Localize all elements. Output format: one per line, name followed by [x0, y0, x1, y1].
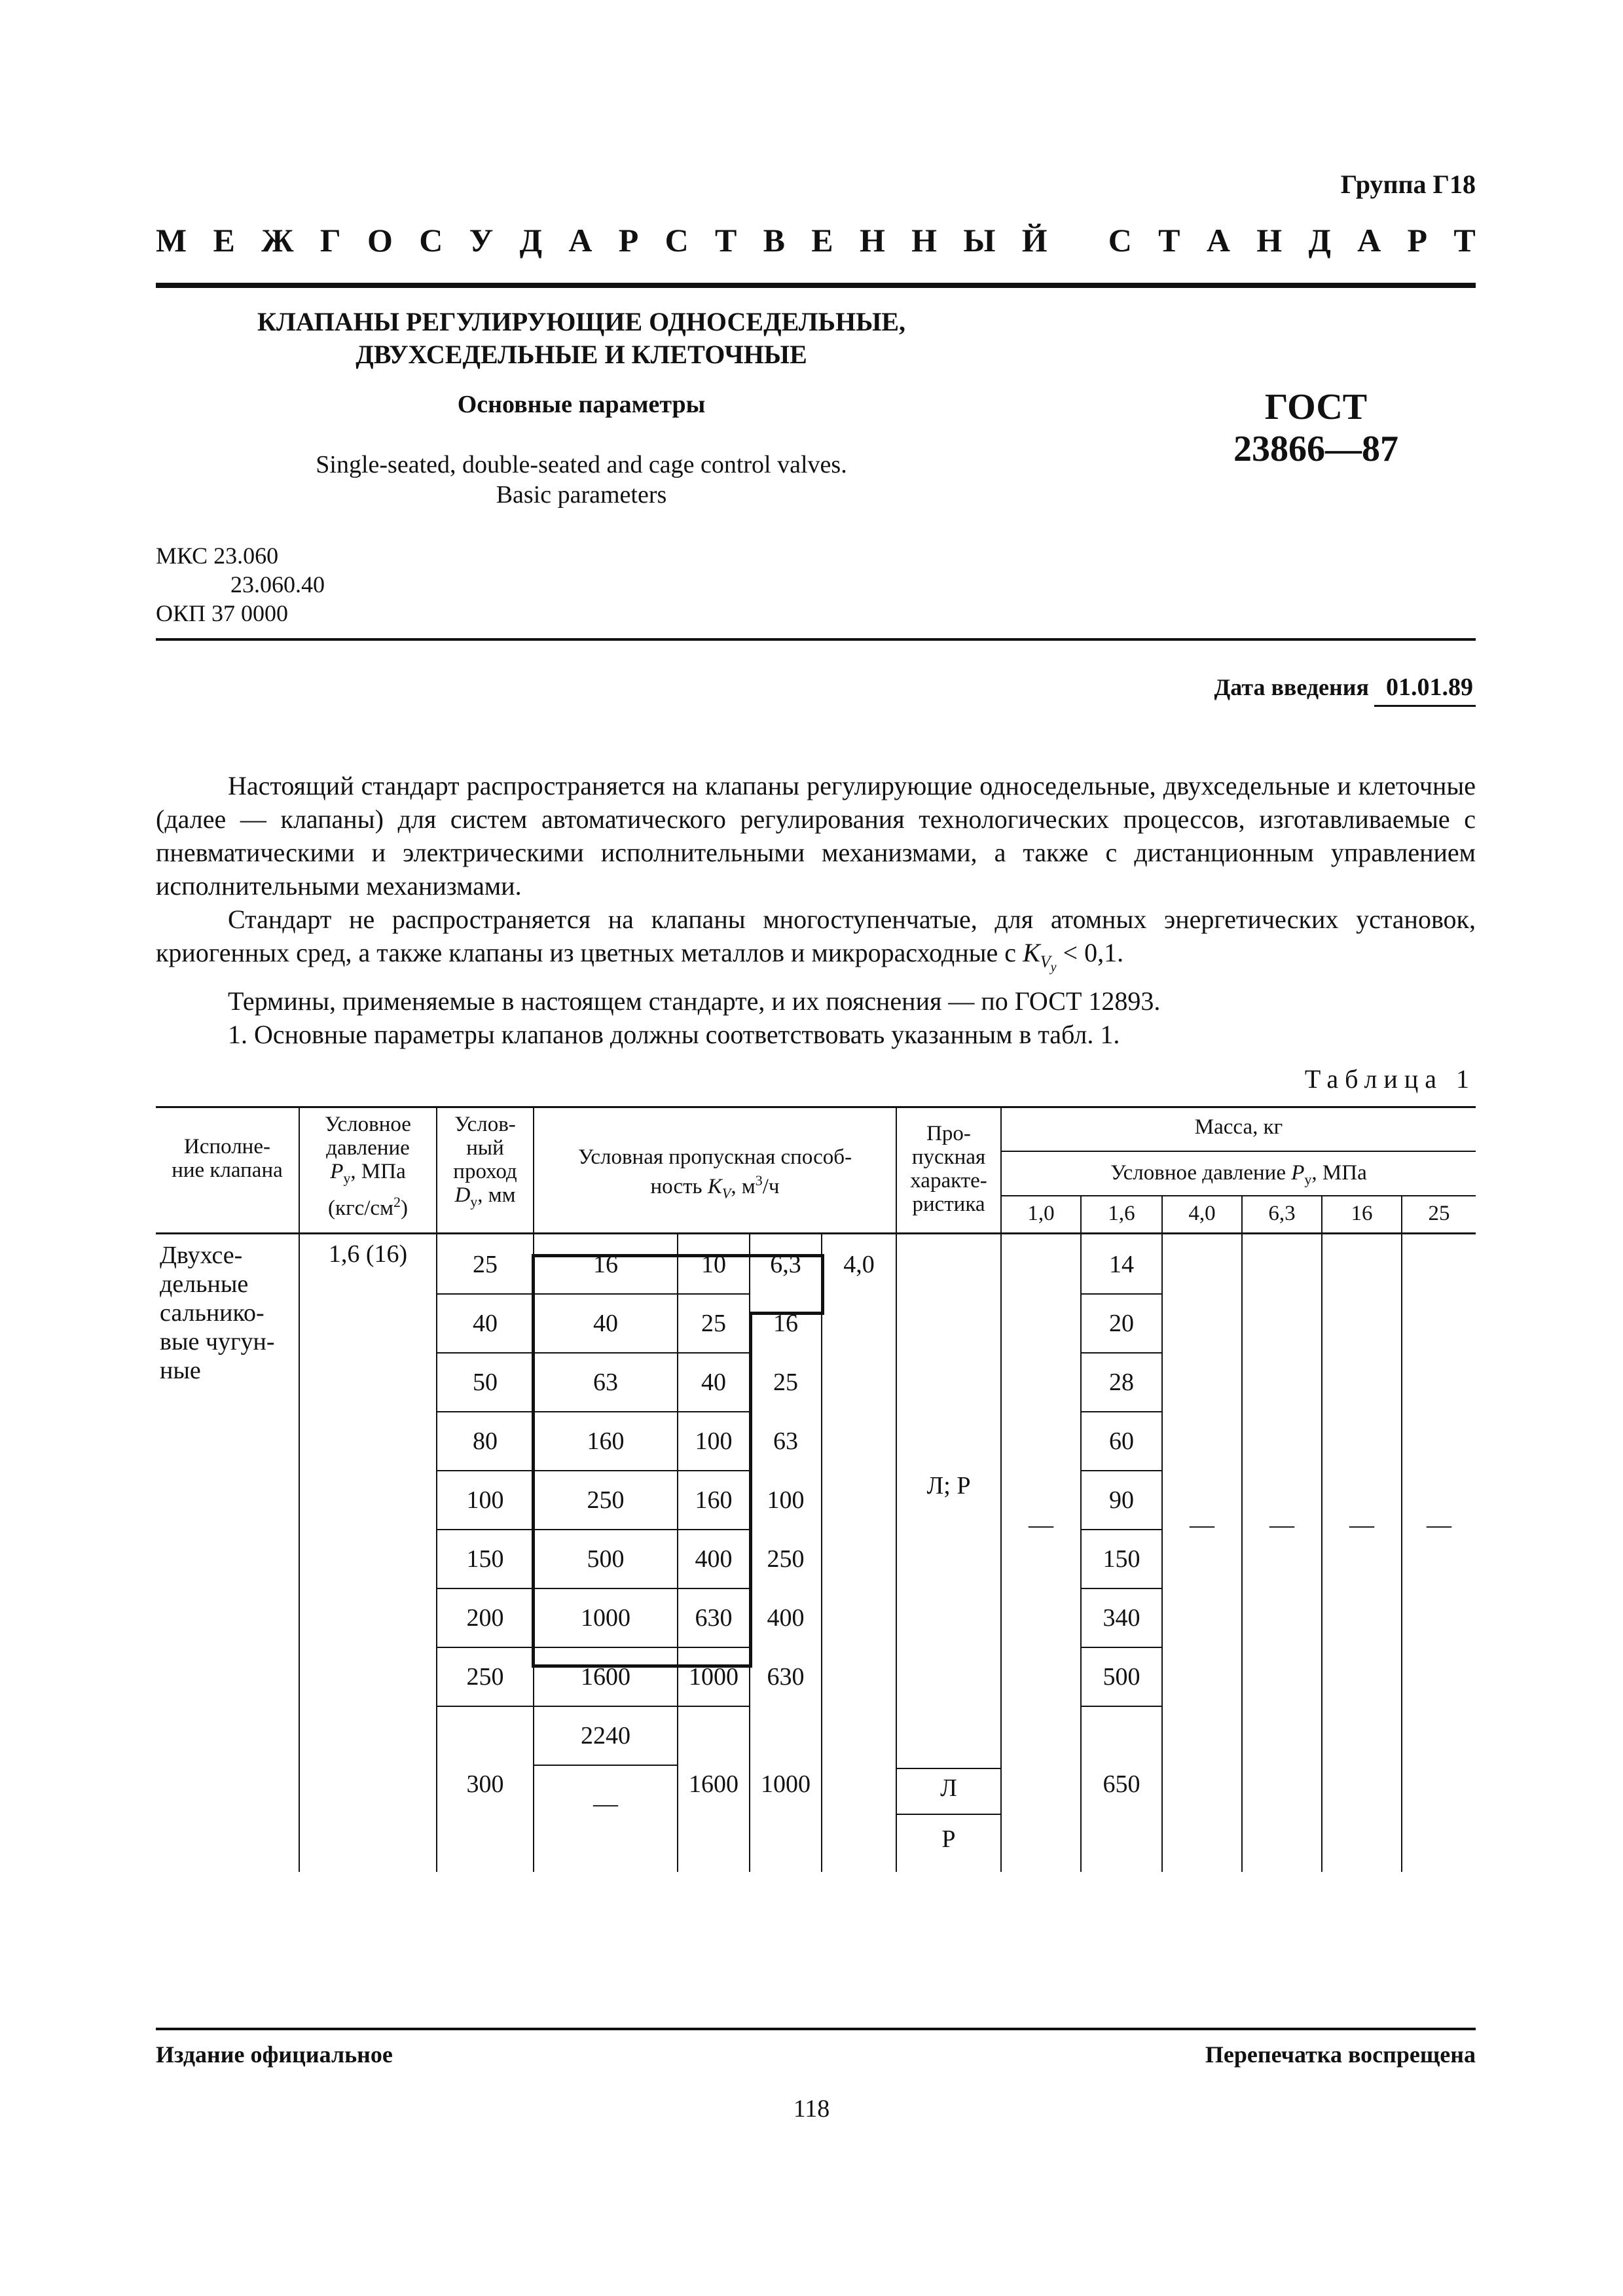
row-rule	[437, 1529, 750, 1530]
kv-cell: 1600	[581, 1663, 630, 1691]
standard-type-letter: А	[568, 222, 593, 259]
header-kv-text: ность	[650, 1175, 708, 1198]
col-line-6	[1080, 1195, 1082, 1872]
header-execution-line-1: Исполне-	[184, 1135, 270, 1158]
kv-cell: 16	[773, 1310, 798, 1337]
pressure-unit: , МПа	[350, 1160, 406, 1183]
standard-type-letter: Н	[1256, 222, 1283, 259]
paragraph-scope: Настоящий стандарт распространяется на клапаны регулирующие односедельные, двухседельные и клеточные (далее — клапаны) для систем автоматического регулирования технологических процессов, изготавливаемые с пневматическими и электрическими исполнительными механизмами, а также с дистанционным управлением исполнительными механизмами.	[156, 771, 1476, 901]
characteristic-mid-rule	[897, 1814, 1000, 1815]
mass-header-rule-1	[1000, 1151, 1476, 1152]
mass-cell: 28	[1109, 1369, 1134, 1396]
kv-cell: 400	[767, 1604, 805, 1632]
execution-line: дельные	[160, 1270, 249, 1298]
okp-code: ОКП 37 0000	[156, 600, 289, 626]
standard-type-letter	[1074, 221, 1082, 259]
dn-cell: 25	[473, 1251, 498, 1278]
row-rule	[437, 1293, 750, 1295]
kv-cell: 25	[773, 1369, 798, 1396]
execution-line: Двухсе-	[160, 1242, 243, 1269]
header-mass-pressure-unit: , МПа	[1311, 1161, 1367, 1185]
header-kv-unit: , м	[731, 1175, 756, 1198]
standard-type-letter: Н	[859, 222, 885, 259]
footer-rule	[156, 2028, 1476, 2030]
header-pressure-line-4	[300, 1191, 436, 1220]
mass-cell: 90	[1109, 1486, 1134, 1514]
mass-row-rule	[1082, 1470, 1161, 1471]
pressure-alt-unit: (кгс/см	[328, 1196, 393, 1220]
introduction-date-value: 01.01.89	[1374, 673, 1476, 707]
standard-type-letter: Е	[213, 222, 235, 259]
header-mass-pressure	[1002, 1161, 1476, 1192]
standard-type-title	[156, 221, 1476, 259]
page-number: 118	[793, 2095, 830, 2123]
header-mass-pressure-text: Условное давление	[1110, 1161, 1292, 1185]
kv-cell: 400	[695, 1545, 733, 1573]
kv-subscript-v: V	[1040, 952, 1051, 971]
characteristic-top-rule	[897, 1768, 1000, 1769]
mass-col-header: 6,3	[1268, 1202, 1296, 1225]
header-rule	[156, 283, 1476, 288]
dn-cell: 200	[466, 1604, 504, 1632]
header-mass-pressure-subscript: у	[1304, 1171, 1312, 1188]
mass-cell: 650	[1103, 1770, 1140, 1798]
dn-cell: 40	[473, 1310, 498, 1337]
dash-cell: —	[1269, 1511, 1294, 1539]
header-char-line-3: характе-	[910, 1169, 987, 1193]
subtitle-ru: Основные параметры	[457, 391, 706, 418]
mass-row-rule	[1082, 1293, 1161, 1295]
standard-type-letter: Т	[1158, 222, 1180, 259]
standard-type-letter: С	[419, 222, 443, 259]
kv-cell: 40	[593, 1310, 618, 1337]
mass-cell: 20	[1109, 1310, 1134, 1337]
kv-split-rule	[534, 1765, 677, 1766]
introduction-date	[1214, 673, 1476, 702]
mks-code-2: 23.060.40	[230, 571, 325, 598]
dn-cell: 80	[473, 1427, 498, 1455]
header-char-line-4: ристика	[912, 1193, 985, 1216]
mass-cell: 60	[1109, 1427, 1134, 1455]
dn-cell: 50	[473, 1369, 498, 1396]
paragraph-terms: Термины, применяемые в настоящем стандарте, и их пояснения — по ГОСТ 12893.	[228, 986, 1161, 1016]
header-dn-line-3: проход	[453, 1160, 517, 1183]
dn-symbol: D	[454, 1183, 471, 1207]
mass-cell: 14	[1109, 1251, 1134, 1278]
row-rule	[437, 1470, 750, 1471]
pressure-cell: 1,6 (16)	[328, 1240, 408, 1268]
standard-type-letter: Н	[911, 222, 938, 259]
standard-type-letter: С	[665, 222, 689, 259]
title-en-line-2: Basic parameters	[496, 481, 667, 509]
mass-cell: 150	[1103, 1545, 1140, 1573]
kv-cell: 63	[773, 1427, 798, 1455]
row-rule	[437, 1588, 750, 1589]
standard-type-letter: У	[469, 222, 494, 259]
header-kv-sup: 3	[755, 1172, 763, 1189]
kv-subscript-y: y	[1050, 960, 1057, 975]
execution-cell	[156, 1241, 302, 1385]
characteristic-lr: Л; Р	[926, 1472, 971, 1499]
standard-type-letter: С	[1108, 222, 1132, 259]
classification-rule	[156, 638, 1476, 641]
pressure-alt-sup: 2	[393, 1193, 401, 1210]
title-en-line-1: Single-seated, double-seated and cage control valves.	[316, 451, 847, 478]
kv-cell-lower: —	[593, 1790, 618, 1818]
header-pressure	[300, 1113, 436, 1220]
standard-type-letter: Р	[1407, 222, 1428, 259]
header-dn	[437, 1113, 533, 1214]
footer-reprint: Перепечатка воспрещена	[1205, 2041, 1476, 2068]
pressure-subscript: у	[343, 1170, 351, 1187]
kv-cell: 63	[593, 1369, 618, 1396]
pressure-alt-close: )	[400, 1196, 408, 1220]
standard-type-letter: М	[156, 222, 187, 259]
characteristic-l: Л	[940, 1774, 957, 1802]
header-pressure-line-3	[300, 1160, 436, 1191]
standard-type-letter: А	[1357, 222, 1381, 259]
dash-cell: —	[1349, 1511, 1374, 1539]
kv-cell: 25	[701, 1310, 726, 1337]
mass-row-rule	[1082, 1352, 1161, 1354]
mass-row-rule	[1082, 1529, 1161, 1530]
parameters-table	[156, 1106, 1476, 1872]
kv-cell: 40	[701, 1369, 726, 1396]
header-kv-subscript: V	[721, 1185, 731, 1202]
standard-type-letter: В	[763, 222, 785, 259]
header-dn-line-2: ный	[466, 1136, 504, 1160]
header-char-line-2: пускная	[911, 1145, 986, 1169]
kv-cell: 4,0	[843, 1251, 875, 1278]
table-caption: Таблица 1	[1304, 1064, 1476, 1094]
kv-col-line-3	[821, 1234, 822, 1872]
header-execution	[156, 1135, 299, 1182]
header-char-line-1: Про-	[926, 1122, 971, 1145]
dn-cell: 150	[466, 1545, 504, 1573]
execution-line: сальнико-	[160, 1299, 264, 1327]
row-rule	[437, 1352, 750, 1354]
row-rule	[437, 1706, 750, 1707]
dash-cell: —	[1427, 1511, 1451, 1539]
kv-cell: 630	[695, 1604, 733, 1632]
standard-type-letter: О	[367, 222, 393, 259]
group-label: Группа Г18	[1340, 170, 1476, 199]
kv-cell: 160	[695, 1486, 733, 1514]
mass-row-rule	[1082, 1411, 1161, 1412]
paragraph-exclusions-text: Стандарт не распространяется на клапаны многоступенчатые, для атомных энергетических установок, криогенных сред, а также клапаны из цветных металлов и микрорасходные с	[156, 905, 1476, 967]
header-kv-symbol: K	[707, 1175, 722, 1198]
title-ru-line-1: КЛАПАНЫ РЕГУЛИРУЮЩИЕ ОДНОСЕДЕЛЬНЫЕ,	[257, 307, 906, 336]
dn-cell: 300	[466, 1770, 504, 1798]
mass-cell: 340	[1103, 1604, 1140, 1632]
kv-cell: 250	[587, 1486, 625, 1514]
header-execution-line-2: ние клапана	[172, 1158, 283, 1182]
gost-code-line-2: 23866—87	[1233, 429, 1398, 470]
header-mass-pressure-symbol: P	[1291, 1161, 1305, 1185]
kv-cell: 100	[695, 1427, 733, 1455]
table-top-rule	[156, 1106, 1476, 1108]
standard-type-letter: Е	[811, 222, 833, 259]
kv-subscript	[1040, 952, 1057, 975]
execution-line: вые чугун-	[160, 1328, 275, 1355]
dn-cell: 100	[466, 1486, 504, 1514]
gost-code-line-1: ГОСТ	[1264, 387, 1368, 427]
header-characteristic	[897, 1122, 1000, 1216]
paragraph-item-1: 1. Основные параметры клапанов должны соответствовать указанным в табл. 1.	[228, 1020, 1120, 1050]
header-dn-line-4	[437, 1183, 533, 1214]
mass-col-header: 1,0	[1027, 1202, 1055, 1225]
kv-cell: 6,3	[770, 1251, 801, 1278]
kv-cell: 100	[767, 1486, 805, 1514]
header-kv-line-1: Условная пропускная способ-	[577, 1145, 852, 1169]
dash-cell: —	[1190, 1511, 1214, 1539]
dn-unit: , мм	[477, 1183, 516, 1207]
execution-line: ные	[160, 1357, 201, 1384]
characteristic-r: Р	[941, 1825, 956, 1853]
kv-cell: 160	[587, 1427, 625, 1455]
kv-cell: 500	[587, 1545, 625, 1573]
kv-cell: 1000	[581, 1604, 630, 1632]
dn-subscript: у	[470, 1193, 478, 1210]
dash-cell: —	[1029, 1511, 1053, 1539]
kv-cell: 250	[767, 1545, 805, 1573]
kv-cell: 1600	[689, 1770, 739, 1798]
mass-col-header: 25	[1428, 1202, 1450, 1225]
kv-cell: 630	[767, 1663, 805, 1691]
kv-cell: 16	[593, 1251, 618, 1278]
mass-col-header: 1,6	[1108, 1202, 1135, 1225]
mass-header-rule-2	[1000, 1195, 1476, 1196]
standard-type-letter: Д	[519, 222, 543, 259]
gost-code	[1192, 386, 1440, 471]
table-header-rule	[156, 1232, 1476, 1234]
header-kv-line-2	[534, 1169, 896, 1206]
mass-cell: 500	[1103, 1663, 1140, 1691]
kv-cell: 1000	[689, 1663, 739, 1691]
footer-edition: Издание официальное	[156, 2041, 393, 2068]
standard-type-letter: А	[1206, 222, 1230, 259]
mass-row-rule	[1082, 1647, 1161, 1648]
row-rule	[437, 1647, 750, 1648]
title-ru-line-2: ДВУХСЕДЕЛЬНЫЕ И КЛЕТОЧНЫЕ	[356, 340, 807, 369]
col-line-1	[299, 1106, 300, 1872]
header-pressure-line-1: Условное	[325, 1113, 411, 1136]
standard-type-letter: Й	[1021, 222, 1048, 259]
standard-type-letter: Т	[714, 222, 737, 259]
row-rule	[437, 1411, 750, 1412]
dn-cell: 250	[466, 1663, 504, 1691]
paragraph-exclusions	[156, 903, 1476, 984]
standard-type-letter: Т	[1453, 222, 1476, 259]
header-dn-line-1: Услов-	[454, 1113, 516, 1136]
mass-row-rule	[1082, 1706, 1161, 1707]
kv-cell: 1000	[761, 1770, 811, 1798]
kv-cell: 10	[701, 1251, 726, 1278]
header-kv-unit-tail: /ч	[762, 1175, 780, 1198]
standard-type-letter: Р	[618, 222, 639, 259]
kv-condition: < 0,1.	[1056, 938, 1124, 967]
kv-cell: 2240	[581, 1722, 630, 1749]
kv-symbol: K	[1023, 938, 1040, 967]
mks-code-1: МКС 23.060	[156, 543, 279, 569]
introduction-date-label: Дата введения	[1214, 674, 1369, 700]
pressure-symbol: P	[330, 1160, 344, 1183]
mass-row-rule	[1082, 1588, 1161, 1589]
body-text	[156, 769, 1476, 1051]
mass-col-header: 16	[1351, 1202, 1373, 1225]
header-mass: Масса, кг	[1194, 1115, 1283, 1139]
header-pressure-line-2: давление	[326, 1136, 410, 1160]
standard-type-letter: Д	[1308, 222, 1331, 259]
standard-type-letter: Ы	[963, 222, 996, 259]
standard-type-letter: Ж	[261, 222, 294, 259]
mass-col-header: 4,0	[1188, 1202, 1216, 1225]
standard-type-letter: Г	[319, 222, 341, 259]
header-kv	[534, 1145, 896, 1206]
